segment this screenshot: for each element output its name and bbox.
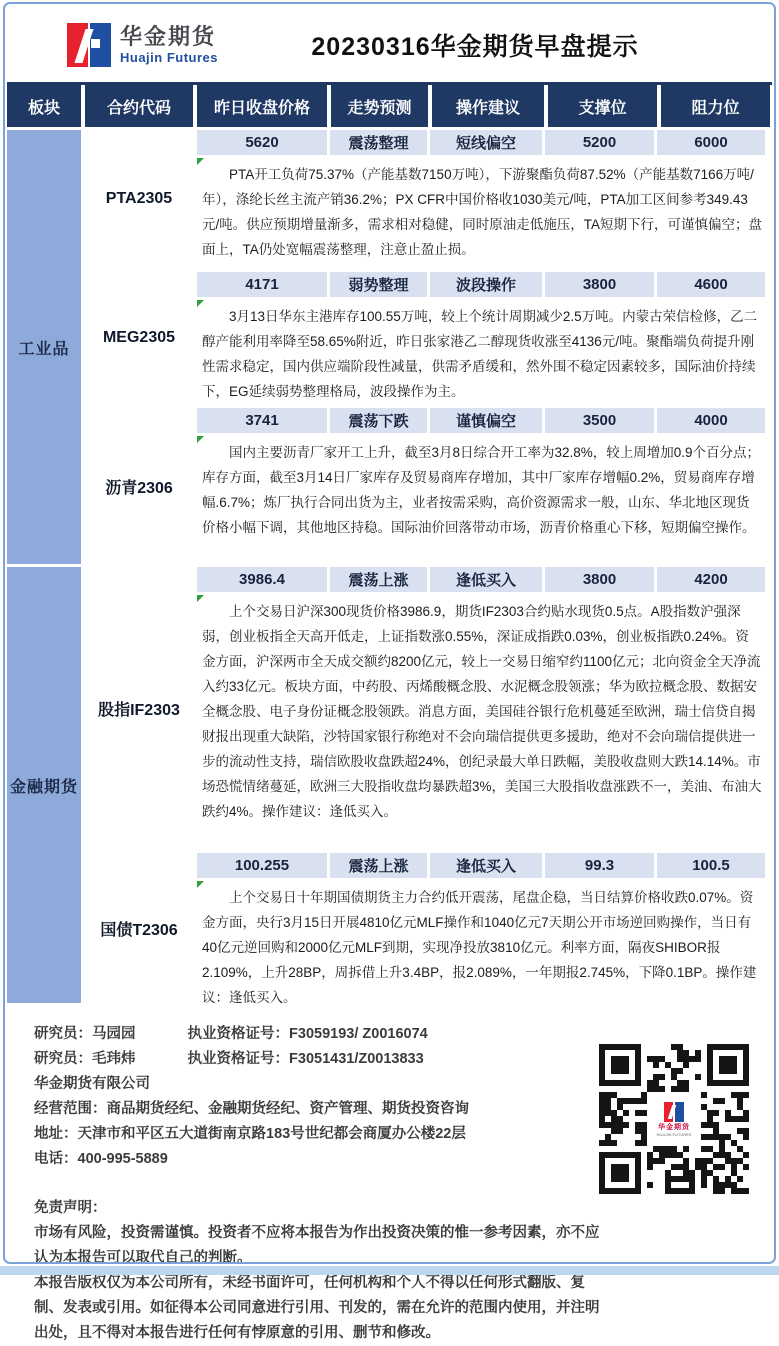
company-name: 华金期货有限公司 xyxy=(34,1076,150,1092)
forecast-cell: 震荡下跌 xyxy=(330,408,427,433)
company-address: 地址：天津市和平区五大道街南京路183号世纪都会商厦办公楼22层 xyxy=(34,1126,466,1142)
analysis-cell: 3月13日华东主港库存100.55万吨，较上个统计周期减少2.5万吨。内蒙古荣信检修，乙二醇产能利用率降至58.65%附近，昨日张家港乙二醇现货收涨至4136元/吨。聚酯端负荷提升刚性需求稳定，国内供应端阶段性减量，供需矛盾缓和，然外围不稳定因素较多，国际油价持续下，EG延续弱势整理格局，波段操作为主。 xyxy=(197,300,768,404)
support-cell: 3800 xyxy=(545,272,654,297)
close-price-cell: 3741 xyxy=(197,408,327,433)
researcher-name: 研究员：马园园 xyxy=(34,1026,136,1042)
disclaimer-paragraph: 市场有风险，投资需谨慎。投资者不应将本报告为作出投资决策的惟一参考因素，亦不应认为本报告可以取代自己的判断。 xyxy=(34,1225,600,1266)
forecast-cell: 弱势整理 xyxy=(330,272,427,297)
contract-row-t2306 xyxy=(85,853,768,1003)
advice-cell: 短线偏空 xyxy=(430,130,542,155)
company-logo xyxy=(67,23,218,67)
futures-table xyxy=(7,82,772,1003)
resistance-cell: 4600 xyxy=(657,272,765,297)
contract-code: PTA2305 xyxy=(85,130,193,268)
report-title: 20230316华金期货早盘提示 xyxy=(311,33,639,61)
qr-code xyxy=(599,1044,749,1194)
forecast-cell: 震荡上涨 xyxy=(330,853,427,878)
col-header-resistance: 阻力位 xyxy=(661,85,770,127)
logo-mark-icon xyxy=(664,1102,684,1122)
advice-cell: 波段操作 xyxy=(430,272,542,297)
disclaimer-paragraph: 本报告版权仅为本公司所有，未经书面许可，任何机构和个人不得以任何形式翻版、复制、发表或引用。如征得本公司同意进行引用、刊发的，需在允许的范围内使用，并注明出处，且不得对本报告进行任何有悖原意的引用、删节和修改。 xyxy=(34,1275,600,1341)
close-price-cell: 4171 xyxy=(197,272,327,297)
business-scope: 经营范围：商品期货经纪、金融期货经纪、资产管理、期货投资咨询 xyxy=(34,1101,469,1117)
resistance-cell: 100.5 xyxy=(657,853,765,878)
support-cell: 3800 xyxy=(545,567,654,592)
qr-finder-icon xyxy=(599,1152,641,1194)
analysis-cell: PTA开工负荷75.37%（产能基数7150万吨），下游聚酯负荷87.52%（产能基数7166万吨/年），涤纶长丝主流产销36.2%；PX CFR中国价格收1030美元/吨，PTA加工区间参考349.43元/吨。供应预期增量渐多，需求相对稳健，同时原油走低施压，TA短期下行，可谨慎偏空；盘面上，TA仍处宽幅震荡整理，注意止盈止损。 xyxy=(197,158,768,268)
resistance-cell: 4200 xyxy=(657,567,765,592)
sector-cell: 工业品 xyxy=(7,130,81,564)
analysis-cell: 上个交易日沪深300现货价格3986.9，期货IF2303合约贴水现货0.5点。A股指数沪强深弱，创业板指全天高开低走，上证指数涨0.55%，深证成指跌0.03%，创业板指跌0.24%。资金方面，沪深两市全天成交额约8200亿元，较上一交易日缩窄约1100亿元；北向资金全天净流入约33亿元。板块方面，中药股、丙烯酸概念股、水泥概念股领涨；华为欧拉概念股、数据安全概念股、电子身份证概念股领跌。消息方面，美国硅谷银行危机蔓延至欧洲，瑞士信贷自揭财报出现重大缺陷，沙特国家银行称绝对不会向瑞信提供更多援助，绝对不会向瑞信提供进一步的流动性支持，瑞信欧股收盘跌超24%，创纪录最大单日跌幅，美股收盘则大跌14.14%。市场恐慌情绪蔓延，欧洲三大股指收盘均暴跌超3%，美国三大股指收盘涨跌不一，美油、布油大跌约4%。操作建议：逢低买入。 xyxy=(197,595,768,849)
resistance-cell: 6000 xyxy=(657,130,765,155)
contract-code: 股指IF2303 xyxy=(85,567,193,849)
company-phone: 电话：400-995-5889 xyxy=(34,1151,168,1167)
advice-cell: 逢低买入 xyxy=(430,853,542,878)
support-cell: 5200 xyxy=(545,130,654,155)
support-cell: 3500 xyxy=(545,408,654,433)
logo-text-en: Huajin Futures xyxy=(120,49,219,65)
contract-row-meg2305 xyxy=(85,272,768,404)
qr-finder-icon xyxy=(707,1044,749,1086)
contract-row-pta2305 xyxy=(85,130,768,268)
analysis-cell: 上个交易日十年期国债期货主力合约低开震荡，尾盘企稳，当日结算价格收跌0.07%。资金方面，央行3月15日开展4810亿元MLF操作和1040亿元7天期公开市场逆回购操作，当日有40亿元逆回购和2000亿元MLF到期，实现净投放3810亿元。利率方面，隔夜SHIBOR报2.109%，上升28BP，周拆借上升3.4BP，报2.089%，一年期报2.745%，下降0.1BP。操作建议：逢低买入。 xyxy=(197,881,768,1003)
support-cell: 99.3 xyxy=(545,853,654,878)
qr-logo-sublabel: HUAJIN FUTURES xyxy=(656,1131,692,1137)
researcher-name: 研究员：毛玮炜 xyxy=(34,1051,136,1067)
researcher-cert: 执业资格证号：F3059193/ Z0016074 xyxy=(187,1026,428,1042)
forecast-cell: 震荡整理 xyxy=(330,130,427,155)
logo-text xyxy=(120,25,218,64)
researcher-cert: 执业资格证号：F3051431/Z0013833 xyxy=(187,1051,424,1067)
qr-logo-label: 华金期货 xyxy=(658,1123,690,1131)
col-header-sector: 板块 xyxy=(7,85,81,127)
close-price-cell: 100.255 xyxy=(197,853,327,878)
contract-code: 国债T2306 xyxy=(85,853,193,1003)
footer xyxy=(4,1012,775,1341)
sector-group-financial xyxy=(7,567,772,1003)
col-header-forecast: 走势预测 xyxy=(331,85,428,127)
qr-finder-icon xyxy=(599,1044,641,1086)
resistance-cell: 4000 xyxy=(657,408,765,433)
table-header-row xyxy=(7,82,772,127)
bottom-strip xyxy=(0,1266,779,1275)
close-price-cell: 3986.4 xyxy=(197,567,327,592)
sector-group-industrial xyxy=(7,130,772,564)
col-header-close: 昨日收盘价格 xyxy=(197,85,327,127)
header-bar xyxy=(7,10,772,80)
contract-row-if2303 xyxy=(85,567,768,849)
advice-cell: 谨慎偏空 xyxy=(430,408,542,433)
logo-mark-icon xyxy=(67,23,111,67)
col-header-advice: 操作建议 xyxy=(432,85,544,127)
advice-cell: 逢低买入 xyxy=(430,567,542,592)
contract-code: MEG2305 xyxy=(85,272,193,404)
disclaimer-title: 免责声明： xyxy=(34,1200,107,1216)
close-price-cell: 5620 xyxy=(197,130,327,155)
col-header-code: 合约代码 xyxy=(85,85,193,127)
analysis-cell: 国内主要沥青厂家开工上升，截至3月8日综合开工率为32.8%，较上周增加0.9个百分点；库存方面，截至3月14日厂家库存及贸易商库存增加，其中厂家库存增幅0.2%，贸易商库存增幅.6.7%；炼厂执行合同出货为主，业者按需采购，高价资源需求一般，山东、华北地区现货价格小幅下调，其他地区持稳。国际油价回落带动市场，沥青价格重心下移，短期偏空操作。 xyxy=(197,436,768,564)
col-header-support: 支撑位 xyxy=(548,85,657,127)
forecast-cell: 震荡上涨 xyxy=(330,567,427,592)
contract-code: 沥青2306 xyxy=(85,408,193,564)
logo-text-cn: 华金期货 xyxy=(120,24,217,50)
sector-cell: 金融期货 xyxy=(7,567,81,1003)
qr-center-logo xyxy=(652,1094,696,1144)
contract-row-liqing2306 xyxy=(85,408,768,564)
